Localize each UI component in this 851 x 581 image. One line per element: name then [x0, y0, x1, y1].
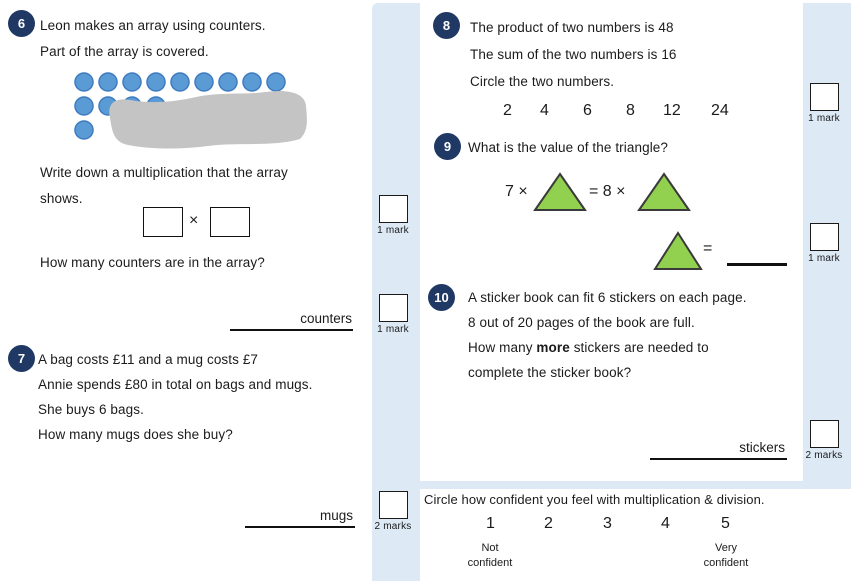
mark-box-q7	[364, 491, 422, 532]
mark-box-q9	[795, 223, 851, 264]
question-6-prompt-line-2: shows.	[40, 191, 83, 206]
equals-symbol: =	[703, 240, 713, 257]
question-10-line-1: A sticker book can fit 6 stickers on each page.	[468, 290, 747, 305]
confidence-4[interactable]: 4	[661, 515, 670, 532]
line-3-bold-more: more	[536, 340, 570, 355]
mark-box-q10	[795, 420, 851, 461]
choice-12[interactable]: 12	[663, 102, 681, 119]
question-8-line-1: The product of two numbers is 48	[470, 20, 674, 35]
line-3-end: stickers are needed to	[569, 340, 709, 355]
confident-label: confident	[467, 557, 513, 569]
confidence-5[interactable]: 5	[721, 515, 730, 532]
triangle-icon	[533, 172, 587, 212]
mark-label: 1 mark	[808, 113, 840, 124]
triangle-answer-line[interactable]	[727, 263, 787, 266]
triangle-icon	[653, 231, 703, 271]
confidence-2[interactable]: 2	[544, 515, 553, 532]
question-6-prompt-2-line: How many counters are in the array?	[40, 255, 265, 270]
confidence-title: Circle how confident you feel with multiplication & division.	[424, 492, 765, 507]
very-label: Very	[714, 542, 737, 554]
mugs-answer-line[interactable]	[245, 526, 355, 528]
question-10-line-2: 8 out of 20 pages of the book are full.	[468, 315, 695, 330]
mark-entry-box[interactable]	[379, 294, 408, 322]
question-7-line-4: How many mugs does she buy?	[38, 427, 233, 442]
equation-middle-term: = 8 ×	[589, 183, 626, 200]
confidence-1[interactable]: 1	[486, 515, 495, 532]
confidence-3[interactable]: 3	[603, 515, 612, 532]
multiplication-answer-box-2[interactable]	[210, 207, 250, 237]
mark-label: 1 mark	[377, 225, 409, 236]
mugs-answer-label: mugs	[319, 508, 353, 523]
mark-box-q6a	[364, 195, 422, 236]
question-7-text	[38, 347, 313, 447]
question-8-text	[470, 14, 677, 95]
choice-2[interactable]: 2	[503, 102, 512, 119]
multiplication-answer-box-1[interactable]	[143, 207, 183, 237]
mark-label: 1 mark	[808, 253, 840, 264]
question-10-line-3	[468, 335, 747, 360]
question-6-prompt-2	[40, 250, 265, 276]
question-7-line-1: A bag costs £11 and a mug costs £7	[38, 352, 259, 367]
confidence-high-label	[696, 541, 756, 571]
question-10-badge: 10	[428, 284, 455, 311]
question-6-prompt	[40, 160, 288, 212]
question-6-text	[40, 13, 266, 65]
counters-answer-line[interactable]	[230, 329, 353, 331]
question-7-badge: 7	[8, 345, 35, 372]
question-10-text	[468, 285, 747, 385]
question-8-badge: 8	[433, 12, 460, 39]
choice-6[interactable]: 6	[583, 102, 592, 119]
choice-8[interactable]: 8	[626, 102, 635, 119]
question-6-badge: 6	[8, 10, 35, 37]
confident-label: confident	[703, 557, 749, 569]
question-6-prompt-line-1: Write down a multiplication that the array	[40, 165, 288, 180]
mark-entry-box[interactable]	[810, 223, 839, 251]
question-9-line-1: What is the value of the triangle?	[468, 140, 669, 155]
question-6-line-2: Part of the array is covered.	[40, 44, 209, 59]
question-6-line-1: Leon makes an array using counters.	[40, 18, 266, 33]
triangle-icon	[637, 172, 691, 212]
mark-label: 2 marks	[374, 521, 412, 532]
choice-4[interactable]: 4	[540, 102, 549, 119]
mark-entry-box[interactable]	[379, 491, 408, 519]
question-9-text	[468, 135, 668, 161]
counters-array-figure	[60, 64, 320, 158]
counters-answer-label: counters	[300, 311, 352, 326]
equation-left-term: 7 ×	[505, 183, 528, 200]
not-label: Not	[481, 542, 499, 554]
question-9-badge: 9	[434, 133, 461, 160]
mark-entry-box[interactable]	[810, 420, 839, 448]
question-7-line-3: She buys 6 bags.	[38, 402, 144, 417]
mark-label: 2 marks	[805, 450, 843, 461]
choice-24[interactable]: 24	[711, 102, 729, 119]
mark-box-q8	[795, 83, 851, 124]
confidence-low-label	[460, 541, 520, 571]
mark-entry-box[interactable]	[810, 83, 839, 111]
question-10-line-4: complete the sticker book?	[468, 365, 632, 380]
line-3-start: How many	[468, 340, 537, 355]
mark-entry-box[interactable]	[379, 195, 408, 223]
stickers-answer-label: stickers	[739, 440, 785, 455]
mark-label: 1 mark	[377, 324, 409, 335]
question-8-line-3: Circle the two numbers.	[470, 74, 615, 89]
mark-box-q6b	[364, 294, 422, 335]
question-8-line-2: The sum of the two numbers is 16	[470, 47, 677, 62]
stickers-answer-line[interactable]	[650, 458, 787, 460]
times-symbol: ×	[189, 212, 199, 229]
question-7-line-2: Annie spends £80 in total on bags and mugs.	[38, 377, 313, 392]
